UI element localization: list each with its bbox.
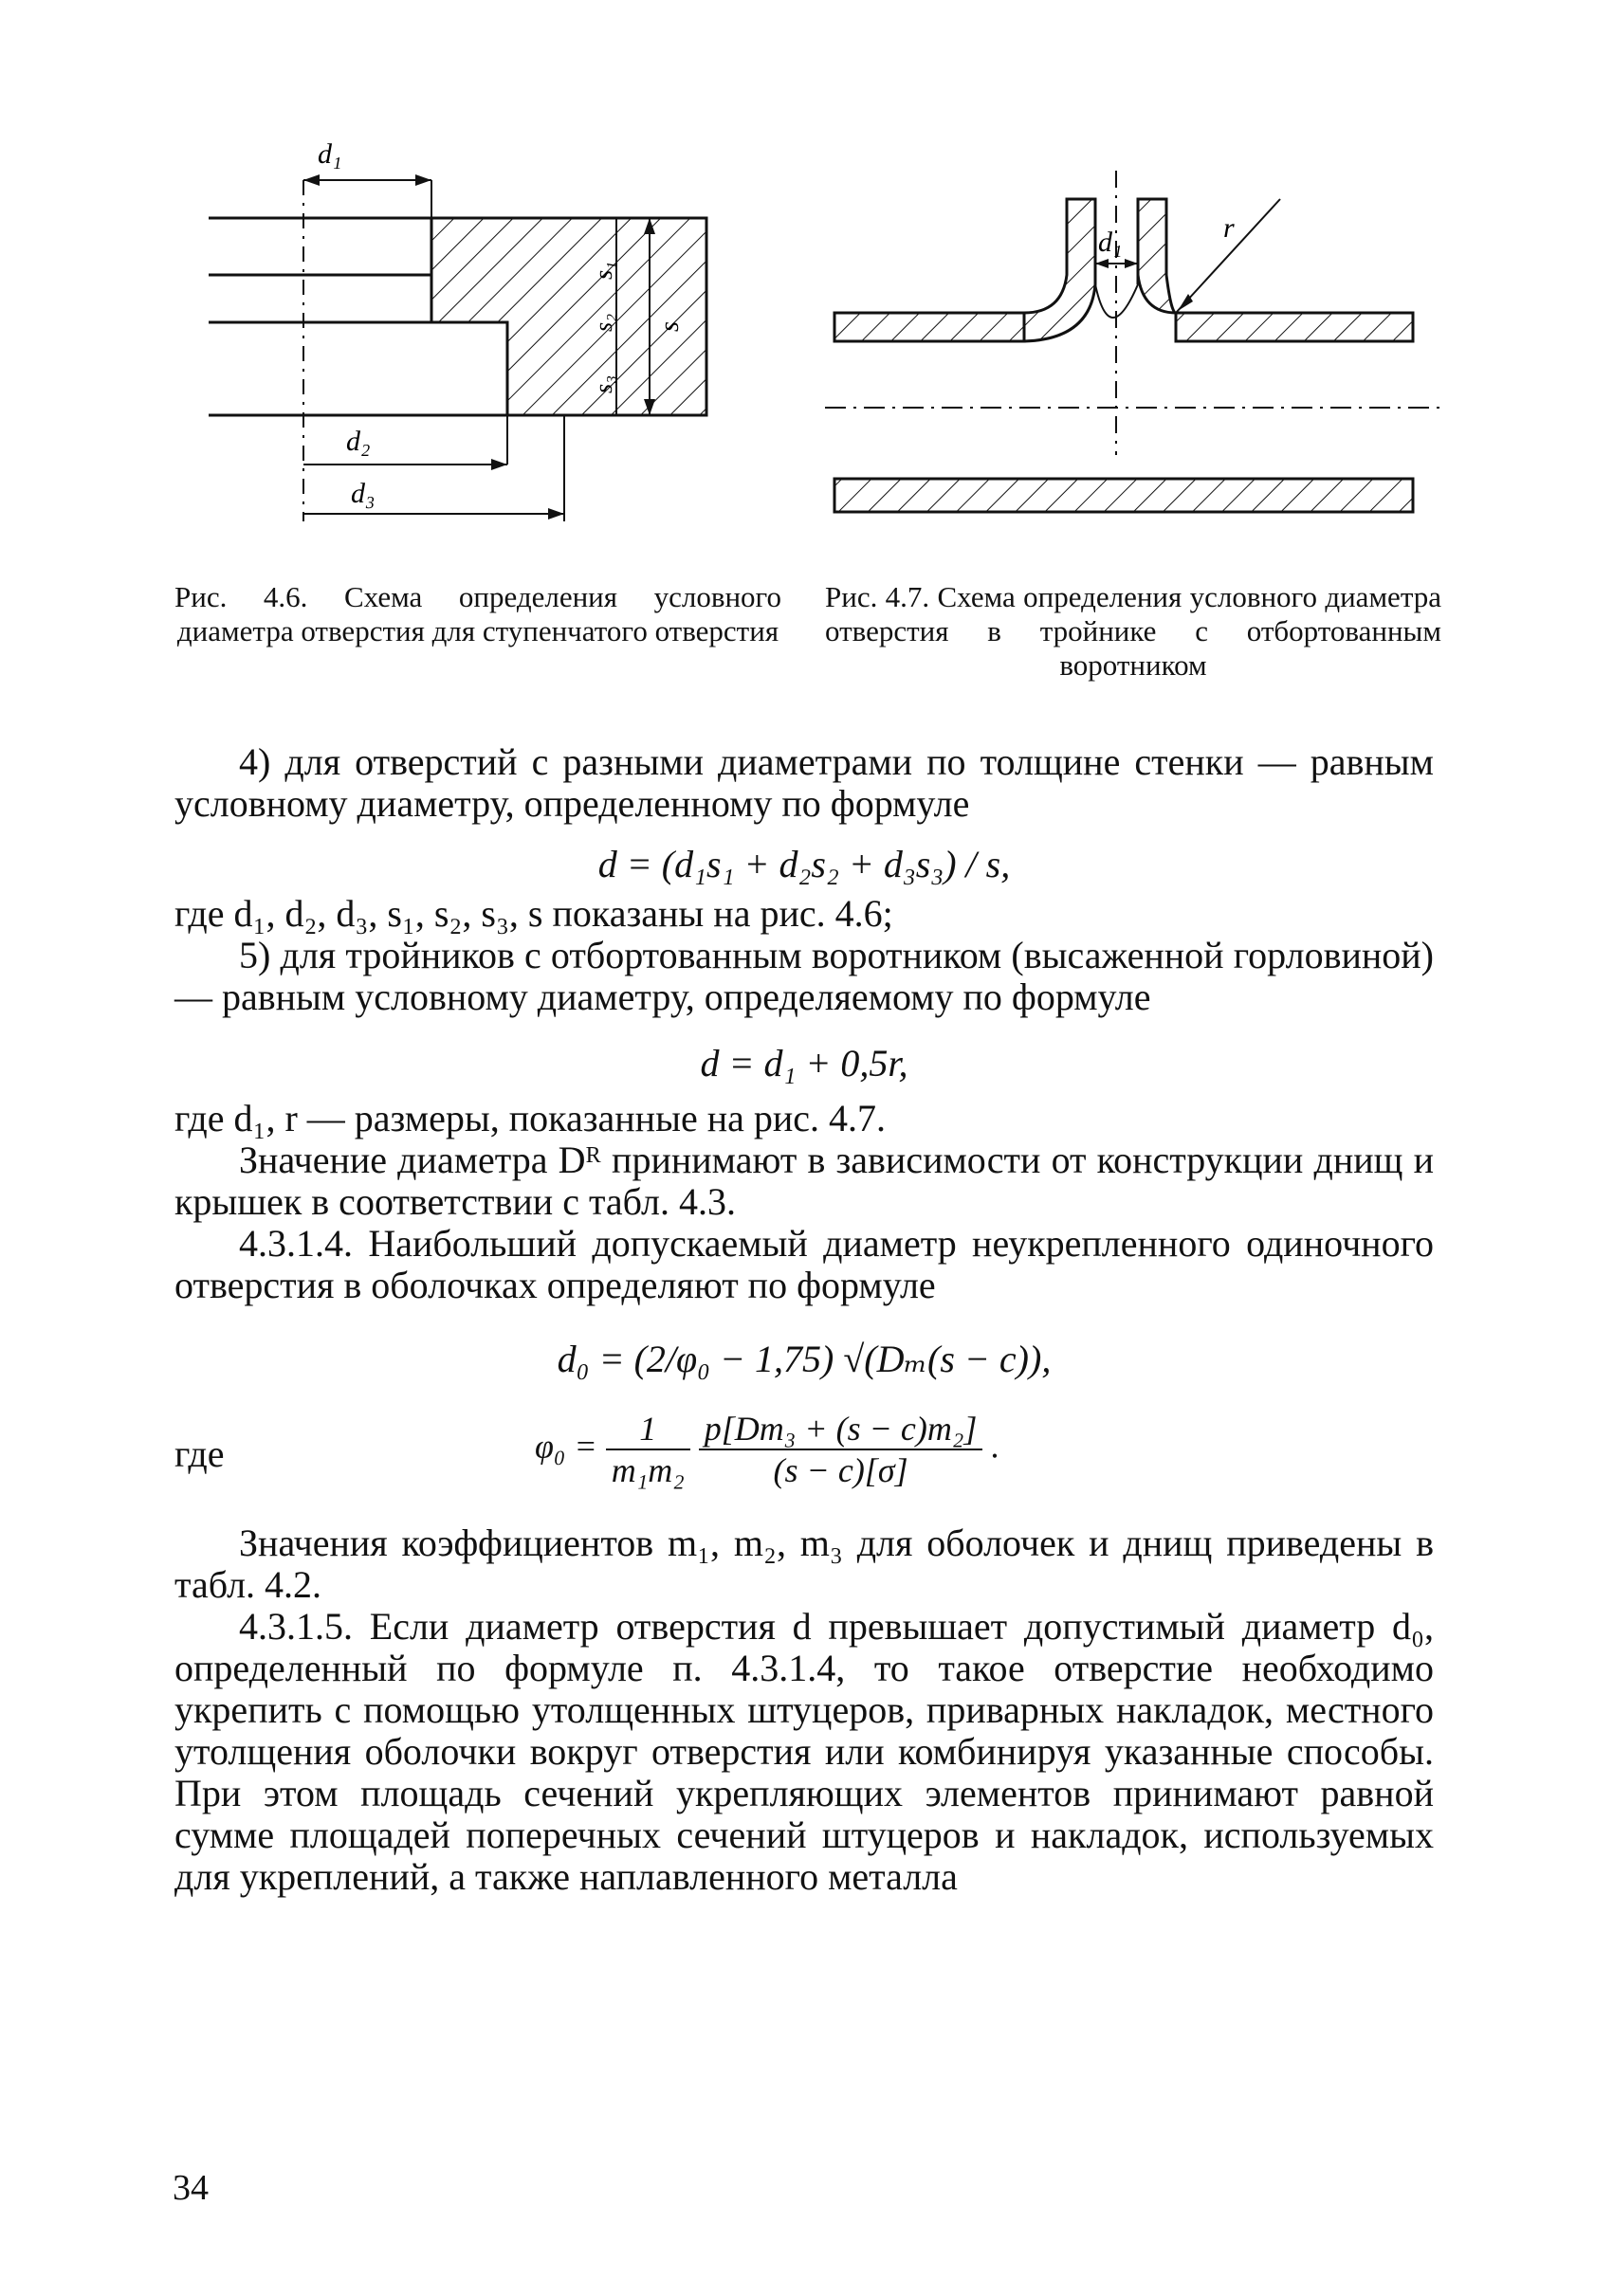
- paragraph-5: 5) для тройников с отбортованным воротником (высаженной горловиной) — равным условному диаметру, определяемому по формуле: [174, 934, 1434, 1018]
- label-d1-tee: d₁: [1098, 227, 1123, 258]
- where-label: где: [174, 1432, 225, 1475]
- label-d1: d₁: [318, 138, 342, 170]
- caption-fig-4-7: Рис. 4.7. Схема определения условного диаметра отверстия в тройнике с отбортованным воротником: [825, 580, 1441, 682]
- page-number: 34: [173, 2168, 209, 2208]
- tee-collar-diagram: [825, 171, 1441, 540]
- label-s3: s₃: [590, 374, 617, 393]
- phi0-lhs: φ₀ =: [535, 1427, 597, 1466]
- label-d2: d₂: [346, 426, 371, 457]
- caption-fig-4-6: Рис. 4.6. Схема определения условного диаметра отверстия для ступенчатого отверстия: [174, 580, 781, 647]
- paragraph-4-3-1-5: 4.3.1.5. Если диаметр отверстия d превышает допустимый диаметр d₀, определенный по формуле п. 4.3.1.4, то такое отверстие необходимо укрепить с помощью утолщенных штуцеров, приварных накладок, местного утолщения оболочки вокруг отверстия или комбинируя указанные способы. При этом площадь сечений укрепляющих элементов принимают равной сумме площадей поперечных сечений штуцеров и накладок, используемых для укреплений, а также наплавленного металла: [174, 1605, 1434, 1898]
- figure-4-6: [194, 123, 782, 540]
- figure-4-7: [825, 171, 1441, 540]
- phi0-end: .: [991, 1427, 1000, 1466]
- label-d3: d₃: [351, 478, 376, 509]
- formula-tee-diameter: d = d₁ + 0,5r,: [700, 1042, 908, 1084]
- label-s1: s₁: [590, 261, 617, 280]
- formula-d0: d₀ = (2/φ₀ − 1,75) √(Dₘ(s − c)),: [557, 1338, 1052, 1380]
- paragraph-4-3-1-4: 4.3.1.4. Наибольший допускаемый диаметр неукрепленного одиночного отверстия в оболочках определяют по формуле: [174, 1222, 1434, 1306]
- formula-conditional-diameter: d = (d₁s₁ + d₂s₂ + d₃s₃) / s,: [597, 843, 1011, 885]
- formula-phi0-row: [174, 1409, 1434, 1500]
- body-text: [174, 741, 1434, 1898]
- paragraph-where-2: где d₁, r — размеры, показанные на рис. 4.7.: [174, 1097, 887, 1139]
- label-s2: s₂: [590, 313, 617, 332]
- fraction-2: [699, 1409, 983, 1490]
- stepped-hole-diagram: [194, 123, 782, 540]
- paragraph-where-1: где d₁, d₂, d₃, s₁, s₂, s₃, s показаны на рис. 4.6;: [174, 892, 893, 935]
- fraction-1-num: 1: [606, 1409, 690, 1450]
- fraction-2-den: (s − c)[σ]: [773, 1451, 908, 1489]
- label-s: s: [655, 321, 685, 332]
- fraction-1-den: m₁m₂: [611, 1451, 685, 1489]
- fraction-2-num: p[Dm₃ + (s − c)m₂]: [699, 1409, 983, 1450]
- fraction-1: [606, 1409, 690, 1490]
- formula-phi0: [535, 1409, 999, 1490]
- paragraph-4: 4) для отверстий с разными диаметрами по толщине стенки — равным условному диаметру, определенному по формуле: [174, 740, 1434, 825]
- paragraph-coefficients: Значения коэффициентов m₁, m₂, m₃ для оболочек и днищ приведены в табл. 4.2.: [174, 1522, 1434, 1606]
- label-r: r: [1223, 212, 1235, 244]
- paragraph-dr: Значение диаметра Dᴿ принимают в зависимости от конструкции днищ и крышек в соответствии с табл. 4.3.: [174, 1139, 1434, 1223]
